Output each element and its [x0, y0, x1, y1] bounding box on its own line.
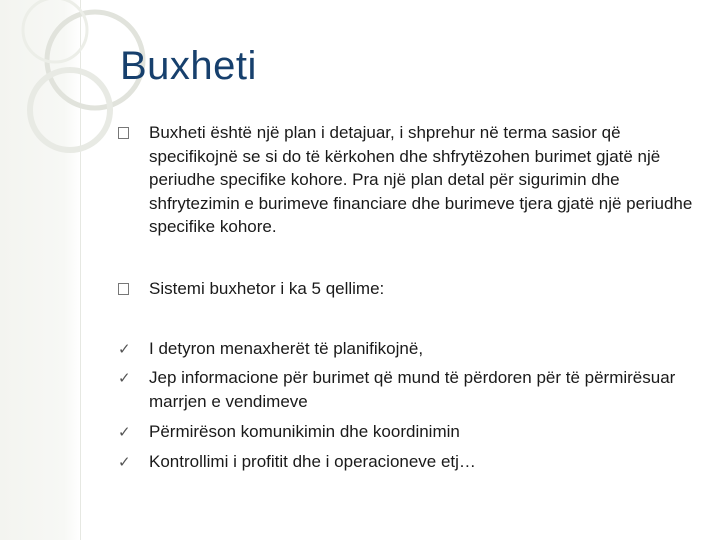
checklist-item [118, 420, 708, 444]
checkmark-icon: ✓ [118, 453, 131, 471]
checkmark-icon: ✓ [118, 369, 131, 387]
box-bullet-icon [118, 127, 129, 139]
paragraph-definition [118, 121, 708, 239]
checklist-text: I detyron menaxherët të planifikojnë, [149, 339, 424, 358]
checklist-item [118, 337, 708, 361]
checkmark-icon: ✓ [118, 340, 131, 358]
checklist-item [118, 450, 708, 474]
checkmark-icon: ✓ [118, 423, 131, 441]
slide-title: Buxheti [120, 44, 257, 88]
checklist-text: Kontrollimi i profitit dhe i operacioneve etj… [149, 452, 476, 471]
checklist-item [118, 366, 708, 413]
checklist-text: Jep informacione për burimet që mund të përdoren për të përmirësuar marrjen e vendimeve [149, 368, 676, 411]
paragraph-goals [118, 277, 708, 301]
paragraph-text: Buxheti është një plan i detajuar, i shprehur në terma sasior që specifikojnë se si do të kërkohen dhe shfrytëzohen burimet gjatë një periudhe specifike kohore. Pra një plan detal për sigurimin dhe shfrytezimin e burimeve financiare dhe burimeve tjera gjatë një periudhe specifike kohore. [149, 123, 693, 236]
checklist-text: Përmirëson komunikimin dhe koordinimin [149, 422, 460, 441]
box-bullet-icon [118, 283, 129, 295]
paragraph-text: Sistemi buxhetor i ka 5 qellime: [149, 279, 385, 298]
